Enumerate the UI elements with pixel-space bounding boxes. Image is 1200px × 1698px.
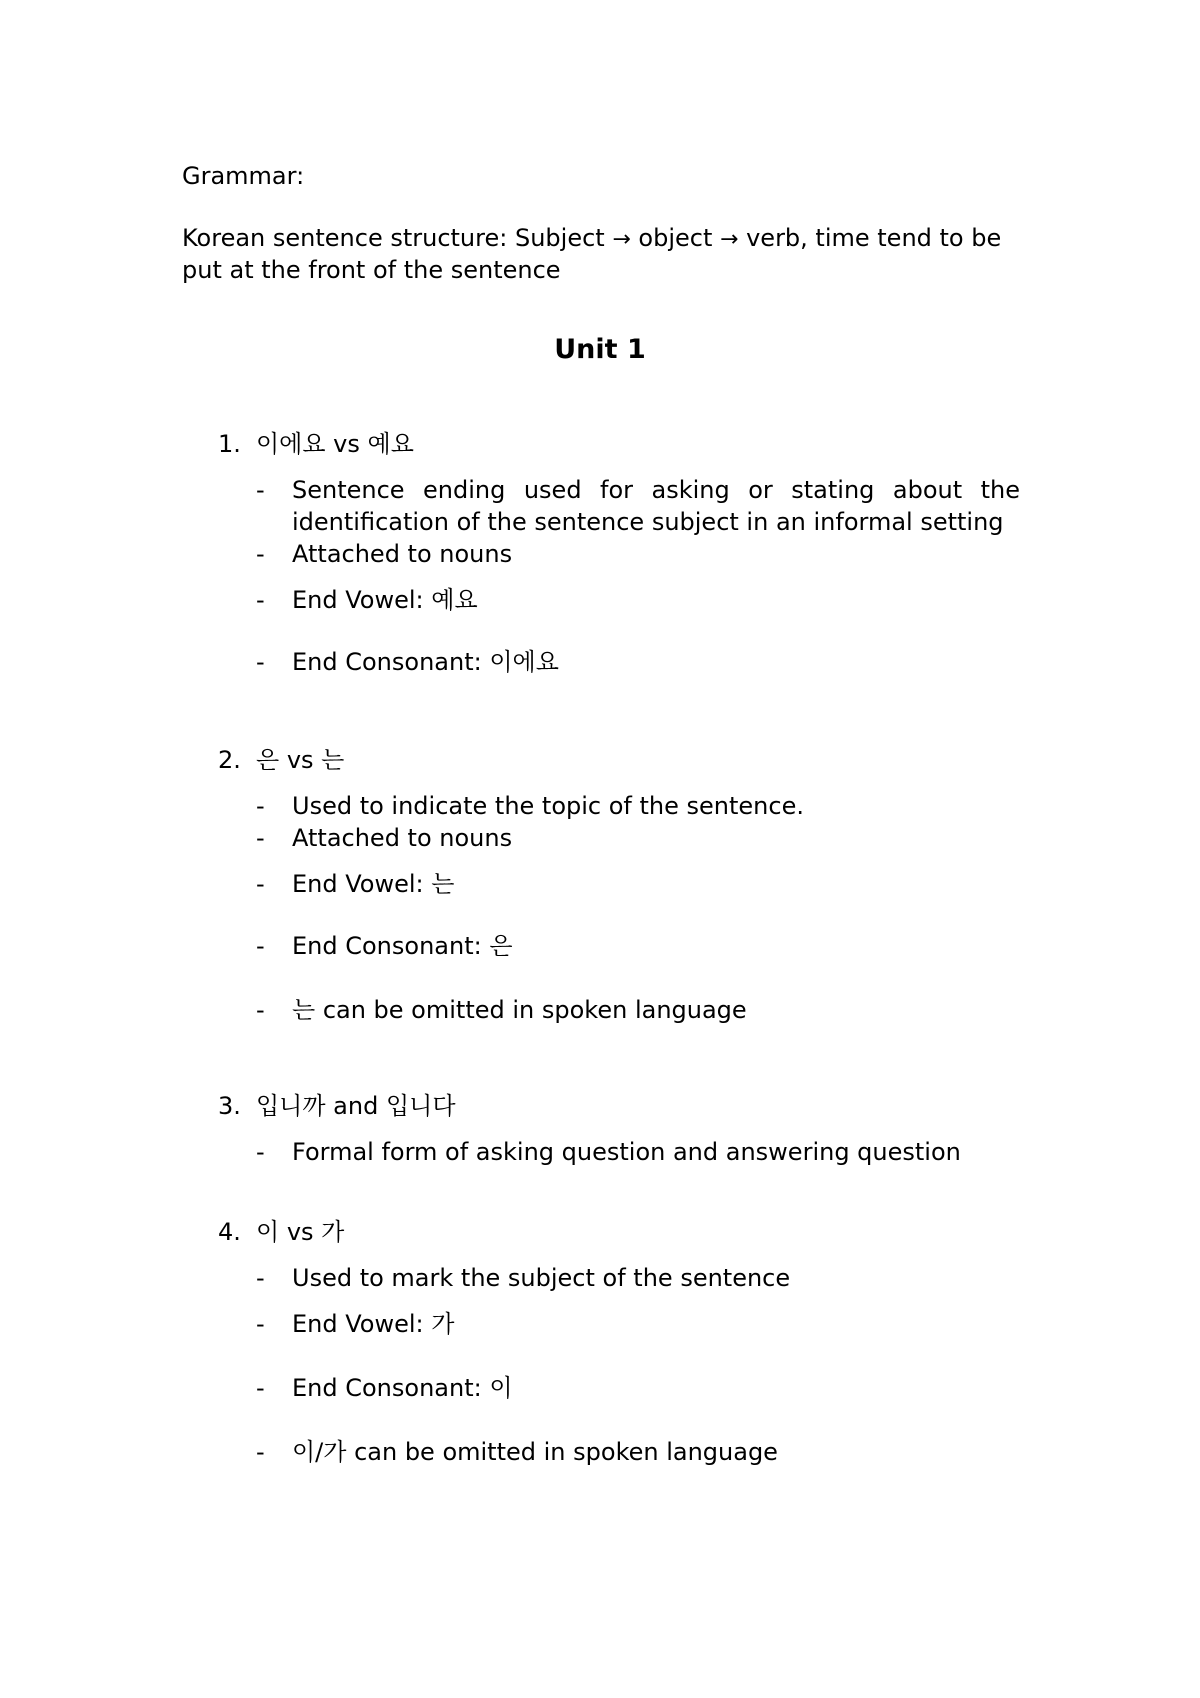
list-item: 는 can be omitted in spoken language [292,996,747,1024]
bullet-dash: - [256,792,265,820]
intro-line-1 [182,222,1001,256]
bullet-dash: - [256,1264,265,1292]
section-title: 이 vs 가 [256,1218,345,1246]
bullet-dash: - [256,648,265,676]
list-item: End Vowel: 예요 [292,586,478,614]
bullet-dash: - [256,1310,265,1338]
bullet-dash: - [256,870,265,898]
list-item: Attached to nouns [292,540,513,568]
list-item: Sentence ending used for asking or stating about the [292,476,1020,504]
intro-line-2: put at the front of the sentence [182,256,561,284]
intro-part-3: verb, time tend to be [746,224,1002,252]
list-item: Used to mark the subject of the sentence [292,1264,791,1292]
arrow-right-icon: → [612,227,631,252]
bullet-dash: - [256,476,265,504]
bullet-dash: - [256,1438,265,1466]
unit-title: Unit 1 [554,334,646,365]
section-title: 입니까 and 입니다 [256,1092,456,1120]
section-title: 은 vs 는 [256,746,345,774]
section-number: 1. [218,430,241,458]
bullet-dash: - [256,824,265,852]
document-heading: Grammar: [182,162,305,190]
list-item: 이/가 can be omitted in spoken language [292,1438,778,1466]
bullet-dash: - [256,1374,265,1402]
section-title: 이에요 vs 예요 [256,430,414,458]
list-item: End Vowel: 가 [292,1310,455,1338]
section-number: 3. [218,1092,241,1120]
section-number: 2. [218,746,241,774]
list-item-continuation: identification of the sentence subject in an informal setting [292,508,1004,536]
list-item: End Consonant: 은 [292,932,513,960]
list-item: End Consonant: 이에요 [292,648,559,676]
bullet-dash: - [256,586,265,614]
list-item: Formal form of asking question and answering question [292,1138,961,1166]
section-number: 4. [218,1218,241,1246]
bullet-dash: - [256,1138,265,1166]
list-item: Used to indicate the topic of the sentence. [292,792,804,820]
list-item: End Consonant: 이 [292,1374,513,1402]
bullet-dash: - [256,996,265,1024]
list-item: End Vowel: 는 [292,870,455,898]
bullet-dash: - [256,932,265,960]
intro-part-2: object [638,224,713,252]
bullet-dash: - [256,540,265,568]
arrow-right-icon: → [720,227,739,252]
intro-part-1: Korean sentence structure: Subject [182,224,605,252]
list-item: Attached to nouns [292,824,513,852]
